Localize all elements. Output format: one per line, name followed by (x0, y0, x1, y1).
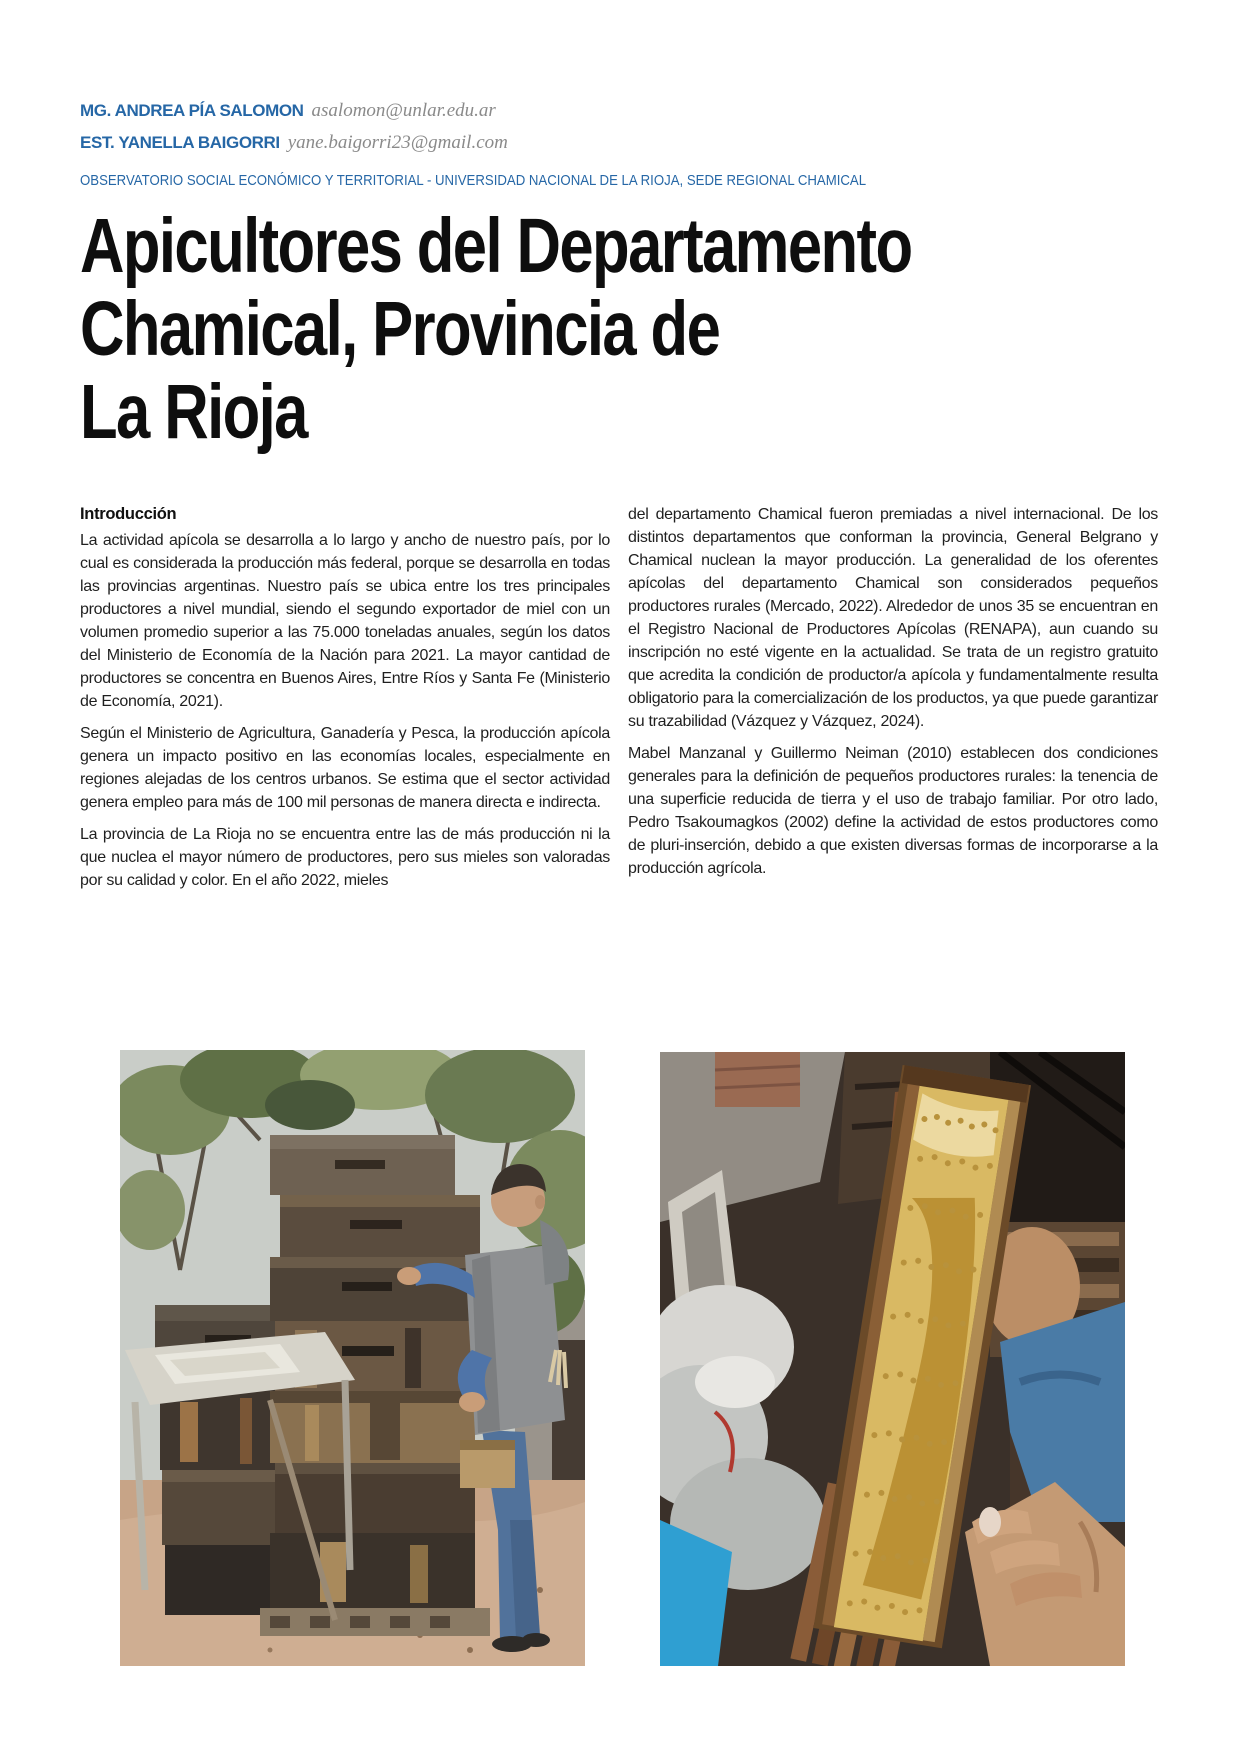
section-heading: Introducción (80, 505, 177, 523)
author-line (80, 95, 1160, 127)
author-name: MG. ANDREA PÍA SALOMON (80, 101, 304, 120)
paragraph: del departamento Chamical fueron premiadas a nivel internacional. De los distintos departamentos que conforman la provincia, General Belgrano y Chamical nuclean la mayor producción. La generalidad de los oferentes apícolas del departamento Chamical son considerados pequeños productores rurales (Mercado, 2022). Alrededor de unos 35 se encuentran en el Registro Nacional de Productores Apícolas (RENAPA), aun cuando su inscripción no esté vigente en la actualidad. Se trata de un registro gratuito que acredita la condición de productor/a apícola y fundamentalmente resulta obligatorio para la comercialización de los productos, ya que puede garantizar su trazabilidad (Vázquez y Vázquez, 2024). (628, 506, 1158, 730)
left-column (80, 503, 610, 901)
page-header (80, 95, 1160, 190)
paragraph: La actividad apícola se desarrolla a lo largo y ancho de nuestro país, por lo cual es considerada la producción más federal, porque se desarrolla en todas las provincias argentinas. Nuestro país se ubica entre los tres principales productores a nivel mundial, siendo el segundo exportador de miel con un volumen promedio superior a las 75.000 toneladas anuales, según los datos del Ministerio de Economía de la Nación para 2021. La mayor cantidad de productores se concentra en Buenos Aires, Entre Ríos y Santa Fe (Ministerio de Economía, 2021). (80, 532, 610, 710)
author-name: EST. YANELLA BAIGORRI (80, 133, 280, 152)
title-line-1: Apicultores del Departamento (80, 203, 912, 289)
author-email: yane.baigorri23@gmail.com (287, 132, 508, 153)
right-column (628, 503, 1158, 901)
author-line (80, 127, 1160, 159)
body-columns (80, 503, 1158, 901)
photo-beehive-stack (120, 1050, 585, 1666)
paragraph: Según el Ministerio de Agricultura, Ganadería y Pesca, la producción apícola genera un impacto positivo en las economías locales, especialmente en regiones alejadas de los centros urbanos. Se estima que el sector actividad genera empleo para más de 100 mil personas de manera directa e indirecta. (80, 725, 610, 811)
paragraph: La provincia de La Rioja no se encuentra entre las de más producción ni la que nuclea el mayor número de productores, pero sus mieles son valoradas por su calidad y color. En el año 2022, mieles (80, 826, 610, 889)
photo-honeycomb-frame (660, 1052, 1125, 1666)
article-title (80, 205, 1119, 454)
title-line-3: La Rioja (80, 369, 307, 455)
affiliation-line: OBSERVATORIO SOCIAL ECONÓMICO Y TERRITORIAL - UNIVERSIDAD NACIONAL DE LA RIOJA, SEDE REGIONAL CHAMICAL (80, 172, 867, 189)
title-line-2: Chamical, Provincia de (80, 286, 720, 372)
author-email: asalomon@unlar.edu.ar (311, 100, 496, 121)
paragraph: Mabel Manzanal y Guillermo Neiman (2010) establecen dos condiciones generales para la definición de pequeños productores rurales: la tenencia de una superficie reducida de tierra y el uso de trabajo familiar. Por otro lado, Pedro Tsakoumagkos (2002) define la actividad de estos productores como de pluri-inserción, debido a que existen diversas formas de incorporarse a la producción agrícola. (628, 745, 1158, 877)
